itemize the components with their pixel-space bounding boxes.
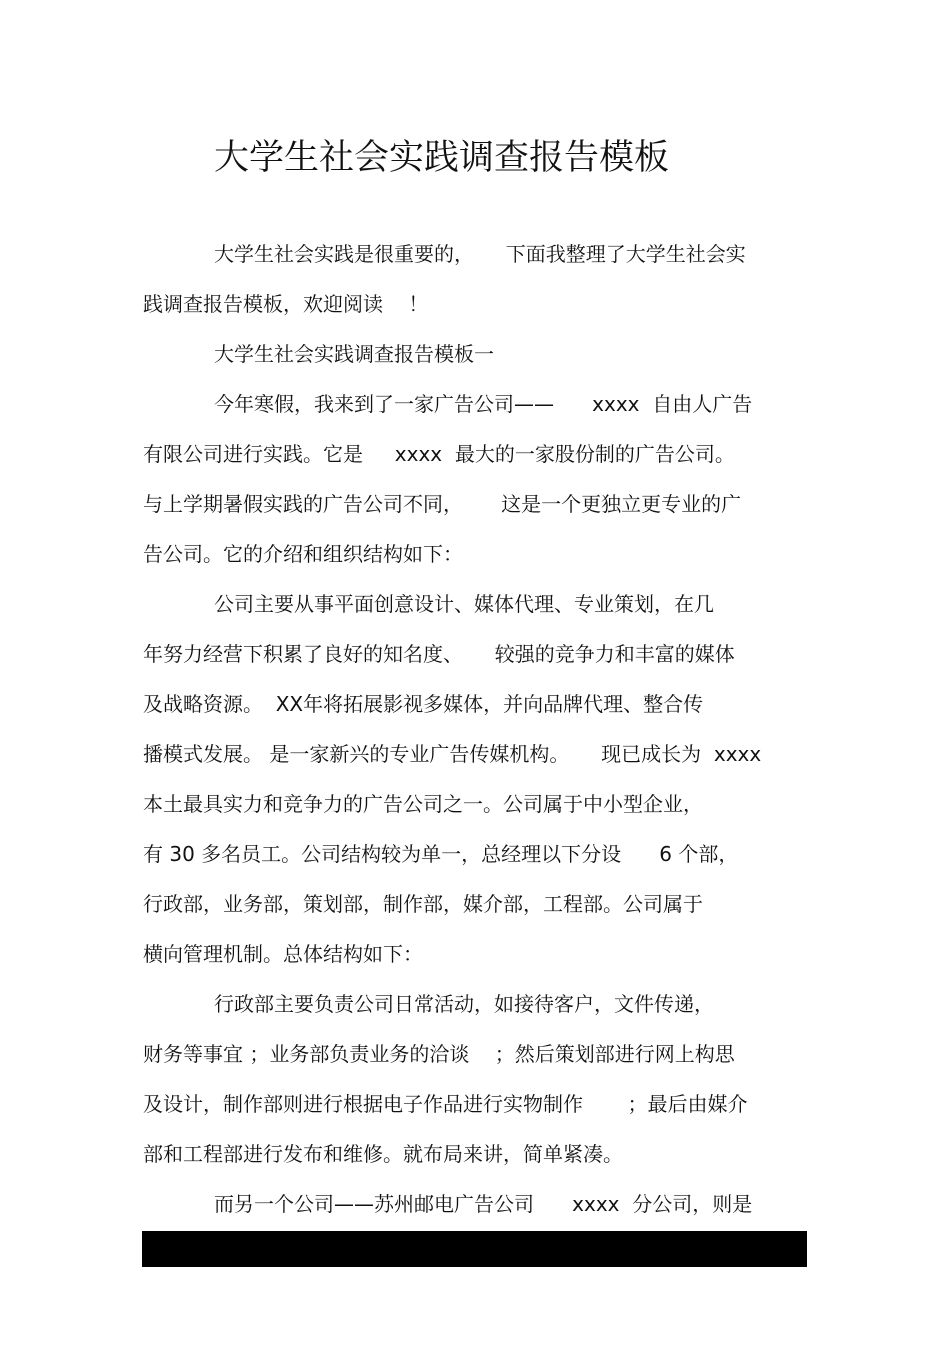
paragraph-line: 有 30 多名员工。公司结构较为单一，总经理以下分设 6 个部， [143, 842, 739, 866]
paragraph-line: 行政部，业务部，策划部，制作部，媒介部，工程部。公司属于 [143, 892, 703, 916]
paragraph-line: 告公司。它的介绍和组织结构如下： [143, 542, 463, 566]
paragraph-line: 而另一个公司——苏州邮电广告公司 xxxx 分公司，则是 [214, 1192, 753, 1216]
paragraph-line: 行政部主要负责公司日常活动，如接待客户，文件传递， [214, 992, 714, 1016]
document-title: 大学生社会实践调查报告模板 [214, 138, 670, 178]
section-heading: 大学生社会实践调查报告模板一 [214, 342, 494, 366]
paragraph-line: 与上学期暑假实践的广告公司不同， 这是一个更独立更专业的广 [143, 492, 742, 516]
paragraph-line: 本土最具实力和竞争力的广告公司之一。公司属于中小型企业， [143, 792, 703, 816]
redaction-bar [142, 1231, 807, 1267]
paragraph-line: 及战略资源。 XX年将拓展影视多媒体，并向品牌代理、整合传 [143, 692, 704, 716]
paragraph-line: 今年寒假，我来到了一家广告公司—— xxxx 自由人广告 [214, 392, 753, 416]
paragraph-line: 大学生社会实践是很重要的， 下面我整理了大学生社会实 [214, 242, 746, 266]
paragraph-line: 有限公司进行实践。它是 xxxx 最大的一家股份制的广告公司。 [143, 442, 735, 466]
paragraph-line: 公司主要从事平面创意设计、媒体代理、专业策划，在几 [214, 592, 714, 616]
paragraph-line: 及设计，制作部则进行根据电子作品进行实物制作 ；最后由媒介 [143, 1092, 748, 1116]
paragraph-line: 年努力经营下积累了良好的知名度、 较强的竞争力和丰富的媒体 [143, 642, 735, 666]
paragraph-line: 践调查报告模板，欢迎阅读 ！ [143, 292, 429, 316]
paragraph-line: 播模式发展。 是一家新兴的专业广告传媒机构。 现已成长为 xxxx [143, 742, 762, 766]
paragraph-line: 部和工程部进行发布和维修。就布局来讲，简单紧凑。 [143, 1142, 623, 1166]
paragraph-line: 财务等事宜 ；业务部负责业务的洽谈 ；然后策划部进行网上构思 [143, 1042, 735, 1066]
paragraph-line: 横向管理机制。总体结构如下： [143, 942, 423, 966]
